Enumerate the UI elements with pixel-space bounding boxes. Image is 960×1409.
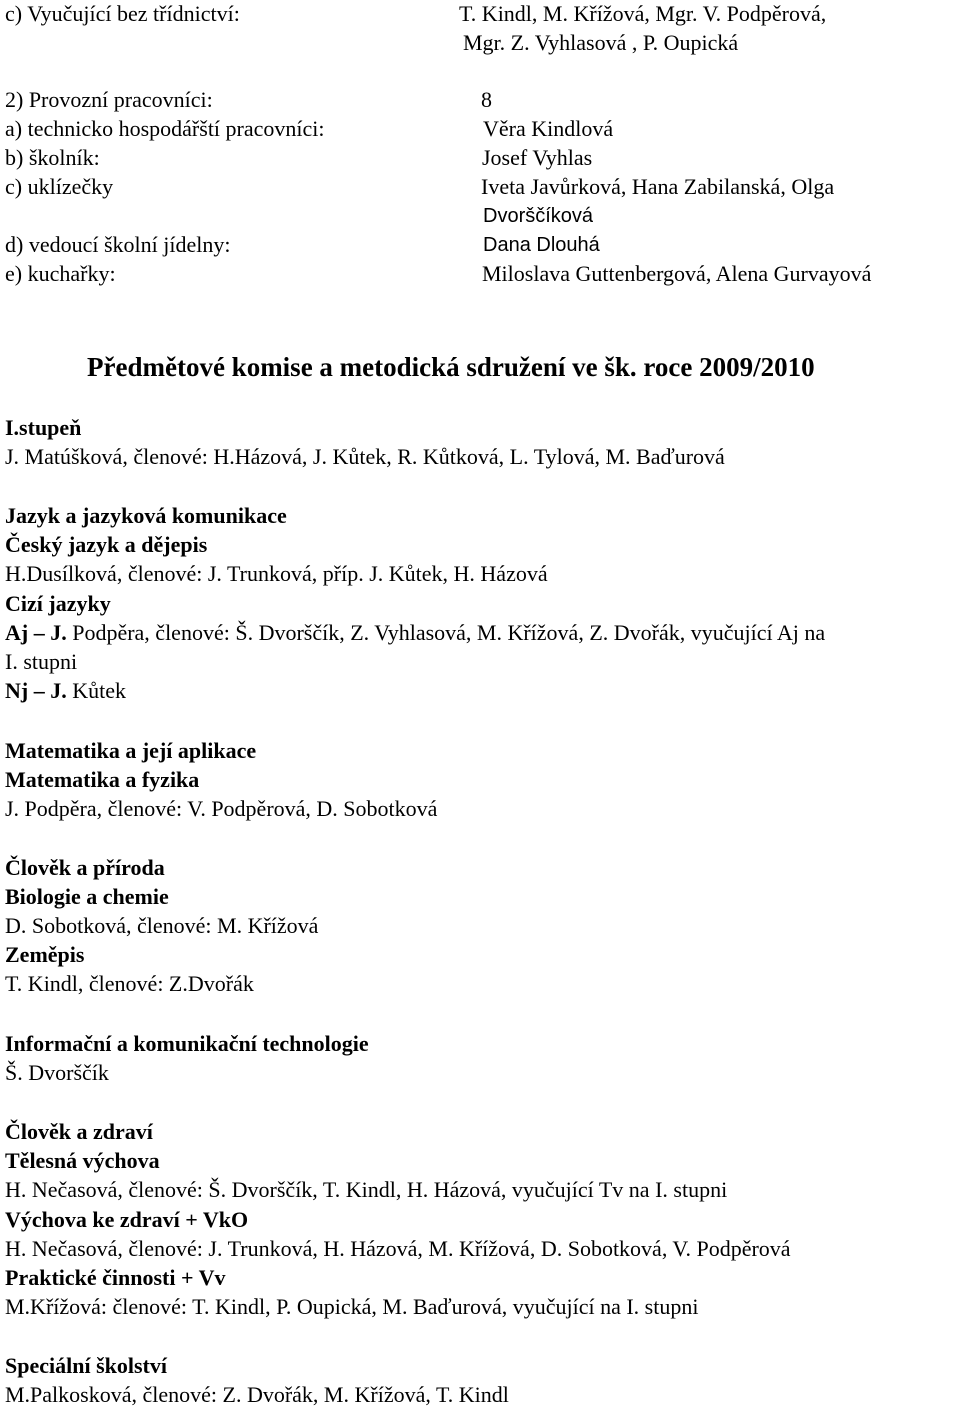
german-committee [5,677,126,705]
biology-members: D. Sobotková, členové: M. Křížová [5,913,319,938]
math-heading: Matematika a fyzika [5,767,200,792]
value-canteen-head: Dana Dlouhá [483,234,600,256]
german-label: Nj – J. [5,678,67,703]
practical-activities-members: M.Křížová: členové: T. Kindl, P. Oupická, M. Baďurová, vyučující na I. stupni [5,1294,699,1319]
value-teachers-line-2: Mgr. Z. Vyhlasová , P. Oupická [463,30,739,55]
czech-heading: Český jazyk a dějepis [5,532,208,557]
english-members-line-2: I. stupni [5,649,78,674]
english-label: Aj – J. [5,620,67,645]
value-economic-staff: Věra Kindlová [483,116,614,141]
health-education-members: H. Nečasová, členové: J. Trunková, H. Házová, M. Křížová, D. Sobotková, V. Podpěrová [5,1236,791,1261]
ict-members: Š. Dvorščík [5,1060,109,1085]
label-operational-staff: 2) Provozní pracovníci: [5,87,213,112]
foreign-languages-heading: Cizí jazyky [5,591,111,616]
health-education-heading: Výchova ke zdraví + VkO [5,1207,249,1232]
label-cooks: e) kuchařky: [5,261,116,286]
special-education-heading: Speciální školství [5,1353,167,1378]
language-area-heading: Jazyk a jazyková komunikace [5,503,287,528]
pe-heading: Tělesná výchova [5,1148,160,1173]
section-title: Předmětové komise a metodická sdružení ve šk. roce 2009/2010 [87,352,815,382]
first-grade-heading: I.stupeň [5,415,82,440]
geography-heading: Zeměpis [5,942,85,967]
label-cleaners: c) uklízečky [5,174,114,199]
label-economic-staff: a) technicko hospodářští pracovníci: [5,116,325,141]
value-teachers-line-1: T. Kindl, M. Křížová, Mgr. V. Podpěrová, [459,1,827,26]
english-members: Podpěra, členové: Š. Dvorščík, Z. Vyhlasová, M. Křížová, Z. Dvořák, vyučující Aj na [66,620,826,645]
value-cooks: Miloslava Guttenbergová, Alena Gurvayová [482,261,872,286]
health-area-heading: Člověk a zdraví [5,1119,153,1144]
label-janitor: b) školník: [5,145,100,170]
practical-activities-heading: Praktické činnosti + Vv [5,1265,226,1290]
special-education-members: M.Palkosková, členové: Z. Dvořák, M. Křížová, T. Kindl [5,1382,509,1407]
value-cleaners-line-1: Iveta Javůrková, Hana Zabilanská, Olga [481,174,835,199]
ict-heading: Informační a komunikační technologie [5,1031,369,1056]
value-operational-staff: 8 [481,87,492,112]
label-teachers-without-class: c) Vyučující bez třídnictví: [5,1,240,26]
first-grade-members: J. Matúšková, členové: H.Házová, J. Kůtek, R. Kůtková, L. Tylová, M. Baďurová [5,444,725,469]
biology-heading: Biologie a chemie [5,884,169,909]
math-area-heading: Matematika a její aplikace [5,738,257,763]
value-janitor: Josef Vyhlas [482,145,593,170]
nature-area-heading: Člověk a příroda [5,855,165,880]
value-cleaners-line-2: Dvorščíková [483,205,594,227]
pe-members: H. Nečasová, členové: Š. Dvorščík, T. Kindl, H. Házová, vyučující Tv na I. stupni [5,1177,728,1202]
geography-members: T. Kindl, členové: Z.Dvořák [5,971,254,996]
german-members: Kůtek [66,678,126,703]
label-canteen-head: d) vedoucí školní jídelny: [5,232,231,257]
czech-members: H.Dusílková, členové: J. Trunková, příp. J. Kůtek, H. Házová [5,561,548,586]
math-members: J. Podpěra, členové: V. Podpěrová, D. Sobotková [5,796,438,821]
english-committee [5,619,825,647]
